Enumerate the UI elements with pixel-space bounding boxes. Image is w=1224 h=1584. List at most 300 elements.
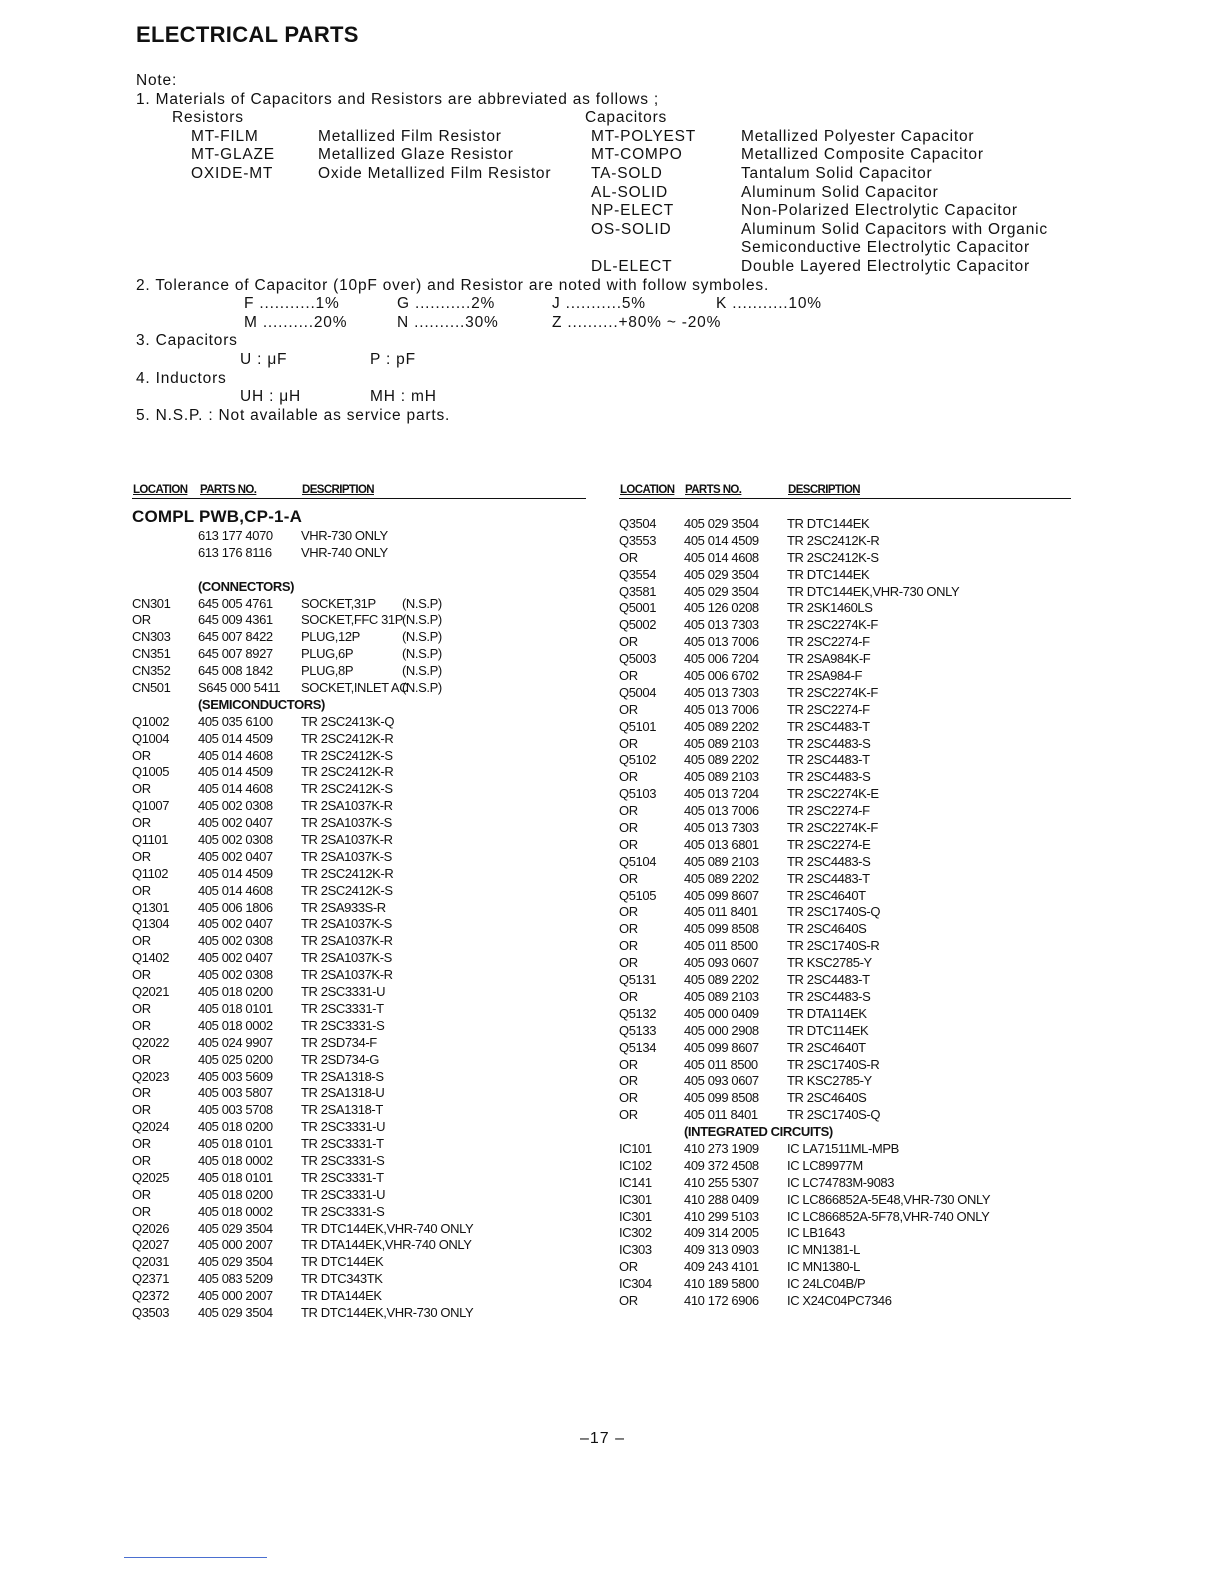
capacitor-code: MT-POLYEST xyxy=(591,127,697,145)
description-cell: IC LC74783M-9083 xyxy=(787,1174,895,1190)
parts-no-cell: 405 018 0101 xyxy=(198,1000,273,1016)
table-row xyxy=(132,1052,587,1069)
capacitor-code: MT-COMPO xyxy=(591,146,683,164)
description-cell: TR 2SC2274K-F xyxy=(787,684,878,700)
table-row xyxy=(619,1225,1071,1242)
note-2: 2. Tolerance of Capacitor (10pF over) and Resistor are noted with follow symboles. xyxy=(136,276,770,294)
table-row xyxy=(132,1204,587,1221)
parts-no-cell: 405 011 8401 xyxy=(684,904,758,920)
location-cell: OR xyxy=(132,612,151,628)
location-cell: Q5004 xyxy=(619,684,657,700)
table-row xyxy=(619,550,1071,567)
table-row xyxy=(619,1073,1071,1090)
tolerance-j: J ...........5% xyxy=(552,295,646,313)
nsp-note: (N.S.P) xyxy=(402,646,442,662)
description-cell: VHR-740 ONLY xyxy=(301,544,388,560)
parts-no-cell: 405 089 2103 xyxy=(684,769,759,785)
description-cell: TR 2SA1037K-S xyxy=(301,848,392,864)
parts-no-cell: 405 002 0407 xyxy=(198,815,273,831)
description-cell: PLUG,6P xyxy=(301,646,354,662)
description-cell: IC LB1643 xyxy=(787,1225,845,1241)
location-cell: CN351 xyxy=(132,646,171,662)
table-row xyxy=(619,1040,1071,1057)
parts-no-cell: 405 000 2908 xyxy=(684,1022,759,1038)
parts-no-cell: 405 014 4509 xyxy=(198,764,273,780)
header-location: LOCATION xyxy=(133,484,188,496)
description-cell: TR 2SC2274-F xyxy=(787,701,870,717)
location-cell: OR xyxy=(619,1090,638,1106)
parts-no-cell: 405 089 2103 xyxy=(684,735,759,751)
location-cell: OR xyxy=(619,668,638,684)
location-cell: OR xyxy=(132,848,151,864)
description-cell: TR 2SA1037K-R xyxy=(301,967,393,983)
description-cell: TR 2SA1037K-S xyxy=(301,815,392,831)
description-cell: TR 2SC2274-F xyxy=(787,803,870,819)
location-cell: OR xyxy=(132,815,151,831)
table-row xyxy=(619,668,1071,685)
capacitor-code: AL-SOLID xyxy=(591,183,669,201)
parts-no-cell: 405 011 8500 xyxy=(684,938,758,954)
cap-unit-p: P : pF xyxy=(370,350,416,368)
table-row xyxy=(132,832,587,849)
parts-no-cell: 405 099 8607 xyxy=(684,1039,759,1055)
location-cell: OR xyxy=(619,701,638,717)
description-cell: TR 2SA1318-U xyxy=(301,1085,385,1101)
table-row xyxy=(132,1085,587,1102)
table-row xyxy=(619,600,1071,617)
parts-no-cell: 405 011 8500 xyxy=(684,1056,758,1072)
location-cell: CN303 xyxy=(132,629,171,645)
location-cell: IC301 xyxy=(619,1191,652,1207)
location-cell: Q1102 xyxy=(132,865,169,881)
location-cell: OR xyxy=(619,921,638,937)
parts-no-cell: 405 014 4509 xyxy=(198,865,273,881)
parts-no-cell: 405 013 7006 xyxy=(684,634,759,650)
parts-no-cell: 405 003 5609 xyxy=(198,1068,273,1084)
table-row xyxy=(132,933,587,950)
description-cell: TR DTC144EK xyxy=(301,1254,384,1270)
table-row xyxy=(619,752,1071,769)
parts-no-cell: 405 002 0308 xyxy=(198,798,273,814)
description-cell: TR 2SC3331-S xyxy=(301,1152,385,1168)
description-cell: TR 2SA1037K-R xyxy=(301,933,393,949)
parts-no-cell: 410 255 5307 xyxy=(684,1174,759,1190)
table-row xyxy=(619,634,1071,651)
header-location: LOCATION xyxy=(620,484,675,496)
description-cell: TR 2SC3331-S xyxy=(301,1203,385,1219)
table-row xyxy=(619,1090,1071,1107)
location-cell: OR xyxy=(132,1085,151,1101)
parts-no-cell: 405 000 2007 xyxy=(198,1237,273,1253)
description-cell: TR 2SC1740S-R xyxy=(787,938,880,954)
location-cell: Q2021 xyxy=(132,984,170,1000)
table-row xyxy=(619,989,1071,1006)
location-cell: OR xyxy=(619,1056,638,1072)
parts-no-cell: 405 089 2202 xyxy=(684,972,759,988)
table-row xyxy=(132,612,587,629)
parts-no-cell: 405 003 5708 xyxy=(198,1102,273,1118)
description-cell: TR DTC144EK,VHR-730 ONLY xyxy=(301,1304,474,1320)
table-header xyxy=(132,484,587,500)
note-3: 3. Capacitors xyxy=(136,332,238,350)
parts-no-cell: 645 007 8422 xyxy=(198,629,273,645)
table-row xyxy=(132,916,587,933)
description-cell: TR 2SC4483-T xyxy=(787,972,870,988)
table-row xyxy=(619,1057,1071,1074)
table-row xyxy=(619,1175,1071,1192)
description-cell: TR 2SC2412K-S xyxy=(301,781,393,797)
parts-no-cell: 405 002 0407 xyxy=(198,916,273,932)
location-cell: OR xyxy=(132,967,151,983)
description-cell: TR 2SC1740S-Q xyxy=(787,1107,881,1123)
location-cell: OR xyxy=(619,836,638,852)
parts-no-cell: 410 273 1909 xyxy=(684,1140,759,1156)
parts-no-cell: 405 000 0409 xyxy=(684,1005,759,1021)
description-cell: TR 2SC2412K-R xyxy=(787,532,880,548)
location-cell: Q3553 xyxy=(619,532,657,548)
parts-no-cell: 405 013 7303 xyxy=(684,820,759,836)
subsection-title: (SEMICONDUCTORS) xyxy=(198,696,325,712)
page-title: ELECTRICAL PARTS xyxy=(136,22,359,47)
capacitors-header: Capacitors xyxy=(585,109,668,127)
parts-no-cell: 405 013 7303 xyxy=(684,617,759,633)
header-parts-no: PARTS NO. xyxy=(200,484,257,496)
table-row xyxy=(132,714,587,731)
location-cell: Q5131 xyxy=(619,972,657,988)
location-cell: IC301 xyxy=(619,1208,652,1224)
location-cell: Q2025 xyxy=(132,1169,170,1185)
resistors-header: Resistors xyxy=(172,109,244,127)
description-cell: TR 2SC3331-U xyxy=(301,1186,386,1202)
description-cell: TR 2SC4483-T xyxy=(787,752,870,768)
parts-no-cell: 405 099 8607 xyxy=(684,887,759,903)
description-cell: IC 24LC04B/P xyxy=(787,1276,866,1292)
parts-no-cell: 405 099 8508 xyxy=(684,921,759,937)
table-row xyxy=(132,697,587,714)
description-cell: TR 2SC2274-F xyxy=(787,634,870,650)
parts-no-cell: 405 029 3504 xyxy=(198,1304,273,1320)
location-cell: OR xyxy=(619,1292,638,1308)
location-cell: Q5132 xyxy=(619,1005,657,1021)
location-cell: OR xyxy=(132,882,151,898)
table-row xyxy=(619,820,1071,837)
location-cell: Q3581 xyxy=(619,583,657,599)
table-row xyxy=(619,1259,1071,1276)
description-cell: TR 2SA1037K-S xyxy=(301,916,392,932)
location-cell: OR xyxy=(132,1136,151,1152)
parts-no-cell: 405 024 9907 xyxy=(198,1034,273,1050)
description-cell: TR 2SC2412K-R xyxy=(301,730,394,746)
resistor-code: OXIDE-MT xyxy=(191,164,274,182)
location-cell: Q1101 xyxy=(132,832,169,848)
description-cell: TR 2SC4483-T xyxy=(787,870,870,886)
table-row xyxy=(132,663,587,680)
table-row xyxy=(619,584,1071,601)
location-cell: Q5103 xyxy=(619,786,657,802)
table-row xyxy=(619,736,1071,753)
parts-no-cell: 405 018 0200 xyxy=(198,1186,273,1202)
location-cell: OR xyxy=(132,1000,151,1016)
description-cell: TR 2SC2413K-Q xyxy=(301,713,395,729)
description-cell: IC MN1381-L xyxy=(787,1242,860,1258)
description-cell: TR 2SC2274K-E xyxy=(787,786,879,802)
location-cell: Q5001 xyxy=(619,600,657,616)
parts-no-cell: 405 029 3504 xyxy=(684,566,759,582)
note-1: 1. Materials of Capacitors and Resistors are abbreviated as follows ; xyxy=(136,90,659,108)
table-row xyxy=(132,950,587,967)
location-cell: Q2371 xyxy=(132,1271,170,1287)
table-row xyxy=(619,719,1071,736)
location-cell: CN352 xyxy=(132,663,171,679)
tolerance-m: M ..........20% xyxy=(244,313,348,331)
location-cell: OR xyxy=(619,1107,638,1123)
parts-table-left xyxy=(132,484,587,1322)
description-cell: IC MN1380-L xyxy=(787,1259,860,1275)
description-cell: TR DTA144EK,VHR-740 ONLY xyxy=(301,1237,472,1253)
parts-no-cell: 613 176 8116 xyxy=(198,544,272,560)
description-cell: TR 2SC2274K-F xyxy=(787,820,878,836)
parts-no-cell: 405 006 6702 xyxy=(684,668,759,684)
parts-no-cell: 645 009 4361 xyxy=(198,612,273,628)
tolerance-n: N ..........30% xyxy=(397,313,499,331)
table-row xyxy=(132,764,587,781)
note-5: 5. N.S.P. : Not available as service parts. xyxy=(136,406,451,424)
location-cell: Q3504 xyxy=(619,516,657,531)
capacitor-desc: Aluminum Solid Capacitor xyxy=(741,183,939,201)
table-row xyxy=(619,938,1071,955)
table-row xyxy=(132,1305,587,1322)
table-row xyxy=(132,731,587,748)
table-row xyxy=(619,1124,1071,1141)
parts-no-cell: 645 007 8927 xyxy=(198,646,273,662)
description-cell: TR DTC144EK xyxy=(787,566,870,582)
table-row xyxy=(619,1141,1071,1158)
parts-no-cell: 409 372 4508 xyxy=(684,1157,759,1173)
subsection-title: (INTEGRATED CIRCUITS) xyxy=(684,1124,833,1140)
location-cell: Q5134 xyxy=(619,1039,657,1055)
resistor-code: MT-GLAZE xyxy=(191,146,275,164)
location-cell: Q5002 xyxy=(619,617,657,633)
parts-no-cell: 410 288 0409 xyxy=(684,1191,759,1207)
table-row xyxy=(132,1119,587,1136)
table-row xyxy=(132,984,587,1001)
description-cell: TR 2SC4483-S xyxy=(787,735,871,751)
location-cell: OR xyxy=(619,955,638,971)
parts-no-cell: 613 177 4070 xyxy=(198,528,273,543)
location-cell: OR xyxy=(619,988,638,1004)
note-label: Note: xyxy=(136,72,178,89)
description-cell: TR KSC2785-Y xyxy=(787,1073,872,1089)
parts-no-cell: 405 093 0607 xyxy=(684,955,759,971)
header-parts-no: PARTS NO. xyxy=(685,484,742,496)
location-cell: OR xyxy=(132,747,151,763)
table-row xyxy=(132,528,587,545)
tolerance-g: G ...........2% xyxy=(397,295,496,313)
description-cell: TR 2SC4483-S xyxy=(787,853,871,869)
capacitor-desc: Metallized Composite Capacitor xyxy=(741,146,984,164)
parts-no-cell: 410 172 6906 xyxy=(684,1292,759,1308)
parts-no-cell: 405 014 4608 xyxy=(198,747,273,763)
description-cell: TR KSC2785-Y xyxy=(787,955,872,971)
table-row xyxy=(619,972,1071,989)
table-row xyxy=(619,888,1071,905)
parts-no-cell: 405 029 3504 xyxy=(198,1254,273,1270)
parts-no-cell: 405 035 6100 xyxy=(198,713,273,729)
table-row xyxy=(132,748,587,765)
table-row xyxy=(132,1035,587,1052)
location-cell: IC303 xyxy=(619,1242,652,1258)
location-cell: Q5101 xyxy=(619,718,657,734)
parts-no-cell: 405 014 4608 xyxy=(198,781,273,797)
capacitor-code: TA-SOLD xyxy=(591,164,663,182)
location-cell: OR xyxy=(619,549,638,565)
location-cell: Q3503 xyxy=(132,1304,170,1320)
description-cell: TR 2SC3331-S xyxy=(301,1017,385,1033)
parts-no-cell: 405 002 0308 xyxy=(198,967,273,983)
table-row xyxy=(132,798,587,815)
header-rule xyxy=(619,498,1071,499)
table-row xyxy=(132,1001,587,1018)
location-cell: Q5102 xyxy=(619,752,657,768)
table-row xyxy=(619,871,1071,888)
location-cell: OR xyxy=(619,870,638,886)
location-cell: OR xyxy=(132,1102,151,1118)
table-row xyxy=(132,1136,587,1153)
description-cell: TR DTA114EK xyxy=(787,1005,867,1021)
description-cell: TR 2SC4483-T xyxy=(787,718,870,734)
table-row xyxy=(619,1293,1071,1310)
nsp-note: (N.S.P) xyxy=(402,629,442,645)
table-row xyxy=(619,651,1071,668)
location-cell: OR xyxy=(619,735,638,751)
capacitor-desc: Non-Polarized Electrolytic Capacitor xyxy=(741,202,1018,220)
location-cell: OR xyxy=(132,1152,151,1168)
description-cell: PLUG,8P xyxy=(301,663,354,679)
header-description: DESCRIPTION xyxy=(302,484,374,496)
location-cell: OR xyxy=(619,938,638,954)
cap-unit-u: U : μF xyxy=(240,350,288,368)
table-row xyxy=(132,1170,587,1187)
table-row xyxy=(619,1006,1071,1023)
location-cell: OR xyxy=(132,933,151,949)
table-row xyxy=(132,1153,587,1170)
tolerance-k: K ...........10% xyxy=(716,295,822,313)
description-cell: TR 2SC4640T xyxy=(787,1039,866,1055)
table-row xyxy=(619,1192,1071,1209)
description-cell: TR DTA144EK xyxy=(301,1288,382,1304)
parts-no-cell: 405 018 0101 xyxy=(198,1136,273,1152)
description-cell: TR 2SC3331-U xyxy=(301,984,386,1000)
description-cell: TR DTC144EK,VHR-740 ONLY xyxy=(301,1220,474,1236)
description-cell: TR 2SC2412K-S xyxy=(301,882,393,898)
location-cell: CN501 xyxy=(132,680,171,696)
parts-no-cell: 405 013 7204 xyxy=(684,786,759,802)
description-cell: IC LC89977M xyxy=(787,1157,863,1173)
description-cell: SOCKET,31P xyxy=(301,595,376,611)
parts-no-cell: 405 014 4608 xyxy=(684,549,759,565)
description-cell: TR 2SC2274K-F xyxy=(787,617,878,633)
table-row xyxy=(619,921,1071,938)
description-cell: SOCKET,INLET AC xyxy=(301,680,409,696)
nsp-note: (N.S.P) xyxy=(402,612,442,628)
table-header xyxy=(619,484,1071,500)
parts-no-cell: 405 093 0607 xyxy=(684,1073,759,1089)
location-cell: IC102 xyxy=(619,1157,652,1173)
table-row xyxy=(132,781,587,798)
parts-no-cell: 405 013 6801 xyxy=(684,836,759,852)
location-cell: Q1301 xyxy=(132,899,170,915)
description-cell: TR 2SC4640S xyxy=(787,921,867,937)
capacitor-code: DL-ELECT xyxy=(591,257,673,275)
table-row xyxy=(619,769,1071,786)
table-row xyxy=(619,533,1071,550)
description-cell: TR 2SC2412K-R xyxy=(301,865,394,881)
table-row xyxy=(619,1158,1071,1175)
location-cell: IC304 xyxy=(619,1276,652,1292)
table-row xyxy=(132,1237,587,1254)
parts-no-cell: 405 014 4608 xyxy=(198,882,273,898)
parts-no-cell: 405 083 5209 xyxy=(198,1271,273,1287)
table-row xyxy=(132,1254,587,1271)
parts-no-cell: S645 000 5411 xyxy=(198,680,281,696)
description-cell: TR 2SC4640S xyxy=(787,1090,867,1106)
capacitor-desc: Tantalum Solid Capacitor xyxy=(741,164,933,182)
location-cell: OR xyxy=(132,1186,151,1202)
table-row xyxy=(132,1221,587,1238)
description-cell: PLUG,12P xyxy=(301,629,360,645)
table-row xyxy=(132,1271,587,1288)
table-row xyxy=(132,1187,587,1204)
location-cell: Q1004 xyxy=(132,730,170,746)
table-row xyxy=(619,617,1071,634)
resistor-desc: Metallized Glaze Resistor xyxy=(318,146,514,164)
description-cell: SOCKET,FFC 31P xyxy=(301,612,404,628)
parts-no-cell: 405 018 0200 xyxy=(198,1119,273,1135)
parts-no-cell: 405 089 2103 xyxy=(684,853,759,869)
header-rule xyxy=(132,498,586,499)
section-title: COMPL PWB,CP-1-A xyxy=(132,507,303,526)
parts-no-cell: 645 005 4761 xyxy=(198,595,273,611)
parts-no-cell: 405 029 3504 xyxy=(684,516,759,531)
parts-no-cell: 405 099 8508 xyxy=(684,1090,759,1106)
description-cell: IC X24C04PC7346 xyxy=(787,1292,892,1308)
tolerance-f: F ...........1% xyxy=(244,295,340,313)
parts-no-cell: 405 002 0407 xyxy=(198,848,273,864)
description-cell: TR 2SC2274-E xyxy=(787,836,871,852)
description-cell: TR 2SC4483-S xyxy=(787,988,871,1004)
description-cell: TR 2SC3331-U xyxy=(301,1119,386,1135)
description-cell: TR 2SA984K-F xyxy=(787,651,871,667)
table-row xyxy=(132,815,587,832)
parts-no-cell: 405 089 2202 xyxy=(684,752,759,768)
description-cell: TR 2SC2412K-R xyxy=(301,764,394,780)
parts-no-cell: 405 014 4509 xyxy=(684,532,759,548)
description-cell: TR 2SC3331-T xyxy=(301,1169,384,1185)
description-cell: IC LC866852A-5F78,VHR-740 ONLY xyxy=(787,1208,990,1224)
location-cell: Q2031 xyxy=(132,1254,170,1270)
table-row xyxy=(132,883,587,900)
location-cell: OR xyxy=(619,1259,638,1275)
table-row xyxy=(619,1276,1071,1293)
parts-no-cell: 410 299 5103 xyxy=(684,1208,759,1224)
description-cell: TR 2SC3331-T xyxy=(301,1000,384,1016)
location-cell: Q5003 xyxy=(619,651,657,667)
description-cell: TR 2SD734-F xyxy=(301,1034,377,1050)
nsp-note: (N.S.P) xyxy=(402,595,442,611)
description-cell: TR 2SC2412K-S xyxy=(787,549,879,565)
description-cell: IC LC866852A-5E48,VHR-730 ONLY xyxy=(787,1191,991,1207)
nsp-note: (N.S.P) xyxy=(402,680,442,696)
